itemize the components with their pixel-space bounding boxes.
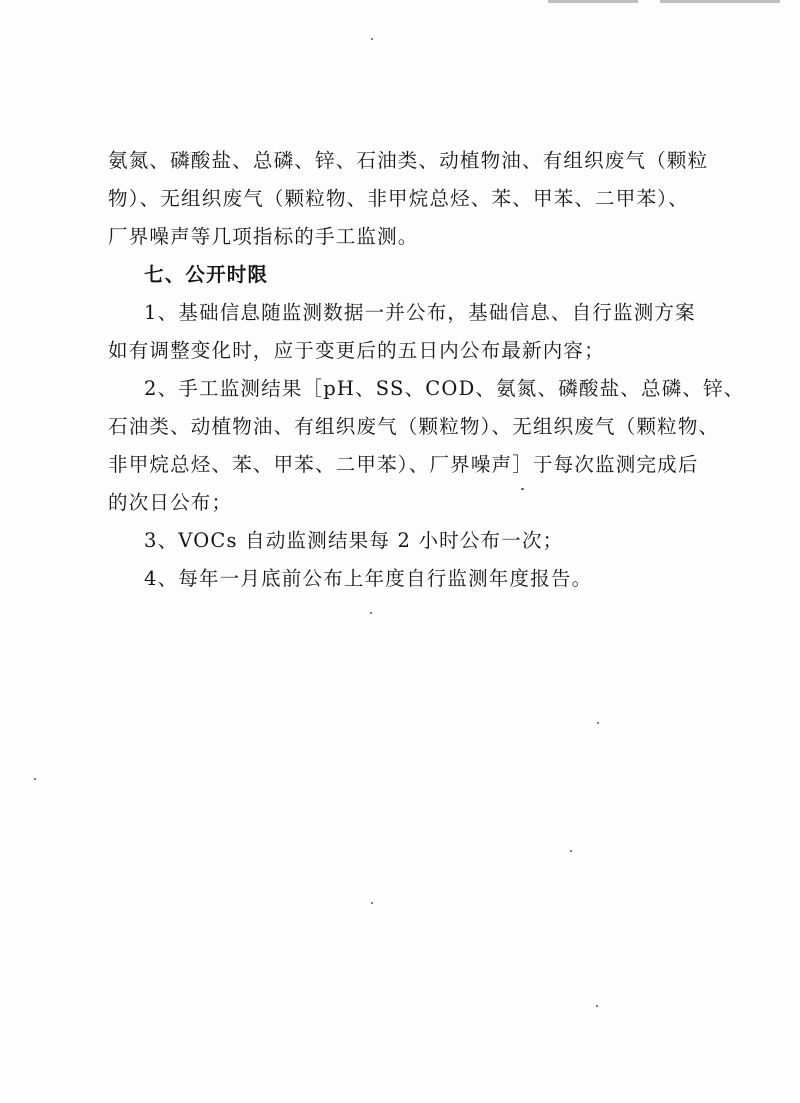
document-body <box>108 142 745 598</box>
text-line: 非甲烷总烃、苯、甲苯、二甲苯）、厂界噪声］于每次监测完成后 <box>108 453 699 476</box>
paragraph-continuation <box>108 142 709 256</box>
scan-speck <box>597 722 599 724</box>
scan-speck <box>370 612 372 614</box>
text-line: 1、基础信息随监测数据一并公布，基础信息、自行监测方案 <box>144 301 696 324</box>
text-line: 物）、无组织废气（颗粒物、非甲烷总烃、苯、甲苯、二甲苯）、 <box>108 187 689 210</box>
text-line: 氨氮、磷酸盐、总磷、锌、石油类、动植物油、有组织废气（颗粒 <box>108 149 709 172</box>
list-item-1 <box>108 294 696 370</box>
text-line: 厂界噪声等几项指标的手工监测。 <box>108 225 419 248</box>
scan-speck <box>596 1005 598 1007</box>
list-item-4 <box>108 560 688 598</box>
scan-speck <box>371 902 373 904</box>
text-line: 3、VOCs 自动监测结果每 2 小时公布一次； <box>144 529 564 552</box>
text-line: 4、每年一月底前公布上年度自行监测年度报告。 <box>144 567 593 590</box>
text-line: 如有调整变化时，应于变更后的五日内公布最新内容； <box>108 339 605 362</box>
scan-speck <box>371 38 373 40</box>
text-line: 的次日公布； <box>108 491 233 514</box>
text-line: 石油类、动植物油、有组织废气（颗粒物）、无组织废气（颗粒物、 <box>108 415 720 438</box>
scan-speck <box>34 778 36 780</box>
text-line: 2、手工监测结果［pH、SS、COD、氨氮、磷酸盐、总磷、锌、 <box>144 377 745 400</box>
list-item-3 <box>108 522 688 560</box>
scan-edge-mark <box>660 0 780 3</box>
scan-edge-mark <box>548 0 638 3</box>
scan-speck <box>570 850 572 852</box>
section-heading: 七、公开时限 <box>144 263 269 286</box>
list-item-2 <box>108 370 745 522</box>
